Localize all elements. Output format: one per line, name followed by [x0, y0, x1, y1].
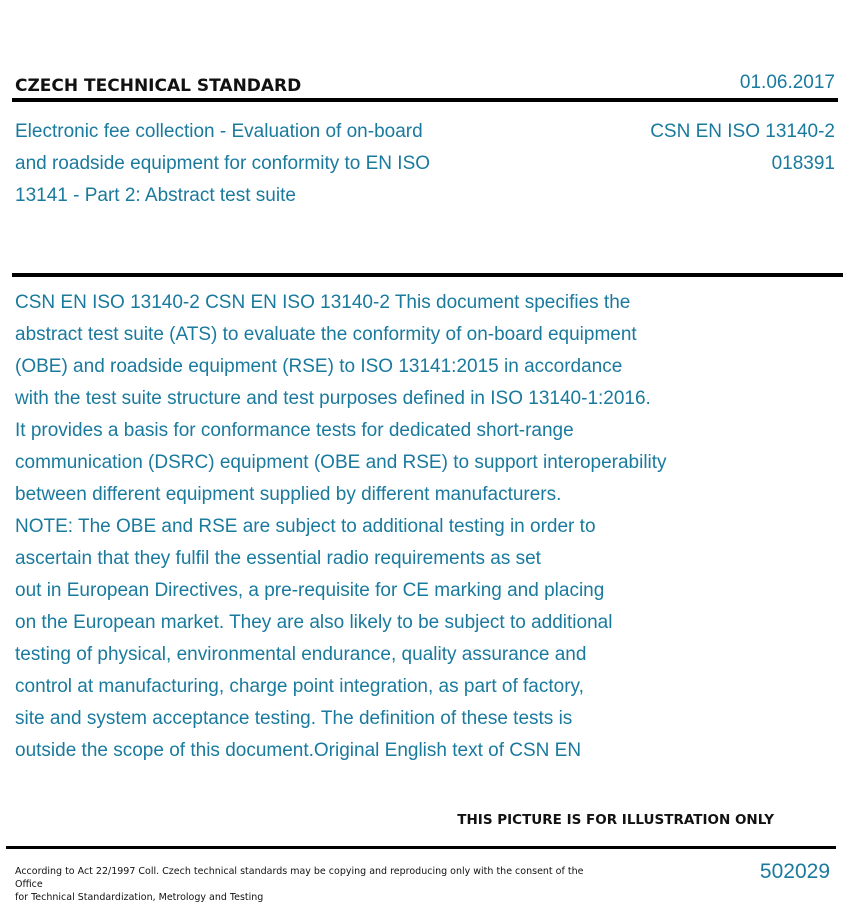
catalog-number: 018391 [771, 153, 835, 174]
header-divider [12, 98, 838, 102]
document-title-line: 13141 - Part 2: Abstract test suite [15, 185, 296, 206]
publication-date: 01.06.2017 [739, 72, 835, 93]
standard-code: CSN EN ISO 13140-2 [650, 121, 835, 142]
abstract-text: CSN EN ISO 13140-2 CSN EN ISO 13140-2 This document specifies the abstract test suite (ATS) to evaluate the conformity of on-board equipment (OBE) and roadside equipment (RSE) to ISO 13141:2015 in accordance with the test suite structure and test purposes defined in ISO 13140-1:2016. It provides a basis for conformance tests for dedicated short-range communication (DSRC) equipment (OBE and RSE) to support interoperability between different equipment supplied by different manufacturers. NOTE: The OBE and RSE are subject to additional testing in order to ascertain that they fulfil the essential radio requirements as set out in European Directives, a pre-requisite for CE marking and placing on the European market. They are also likely to be subject to additional testing of physical, environmental endurance, quality assurance and control at manufacturing, charge point integration, as part of factory, site and system acceptance testing. The definition of these tests is outside the scope of this document.Original English text of CSN EN [15, 292, 667, 761]
header-title: CZECH TECHNICAL STANDARD [15, 76, 302, 96]
illustration-disclaimer: THIS PICTURE IS FOR ILLUSTRATION ONLY [457, 812, 774, 828]
section-divider [12, 273, 843, 277]
legal-notice [15, 865, 595, 904]
document-title [15, 116, 515, 212]
document-title-line: and roadside equipment for conformity to EN ISO [15, 153, 431, 174]
footer-divider [6, 846, 836, 849]
document-code-block [650, 116, 835, 180]
legal-notice-line: for Technical Standardization, Metrology and Testing [15, 892, 264, 903]
footer-number: 502029 [759, 860, 830, 883]
legal-notice-line: According to Act 22/1997 Coll. Czech technical standards may be copying and reproducing only with the consent of the Office [15, 866, 584, 890]
document-title-line: Electronic fee collection - Evaluation of on-board [15, 121, 423, 142]
